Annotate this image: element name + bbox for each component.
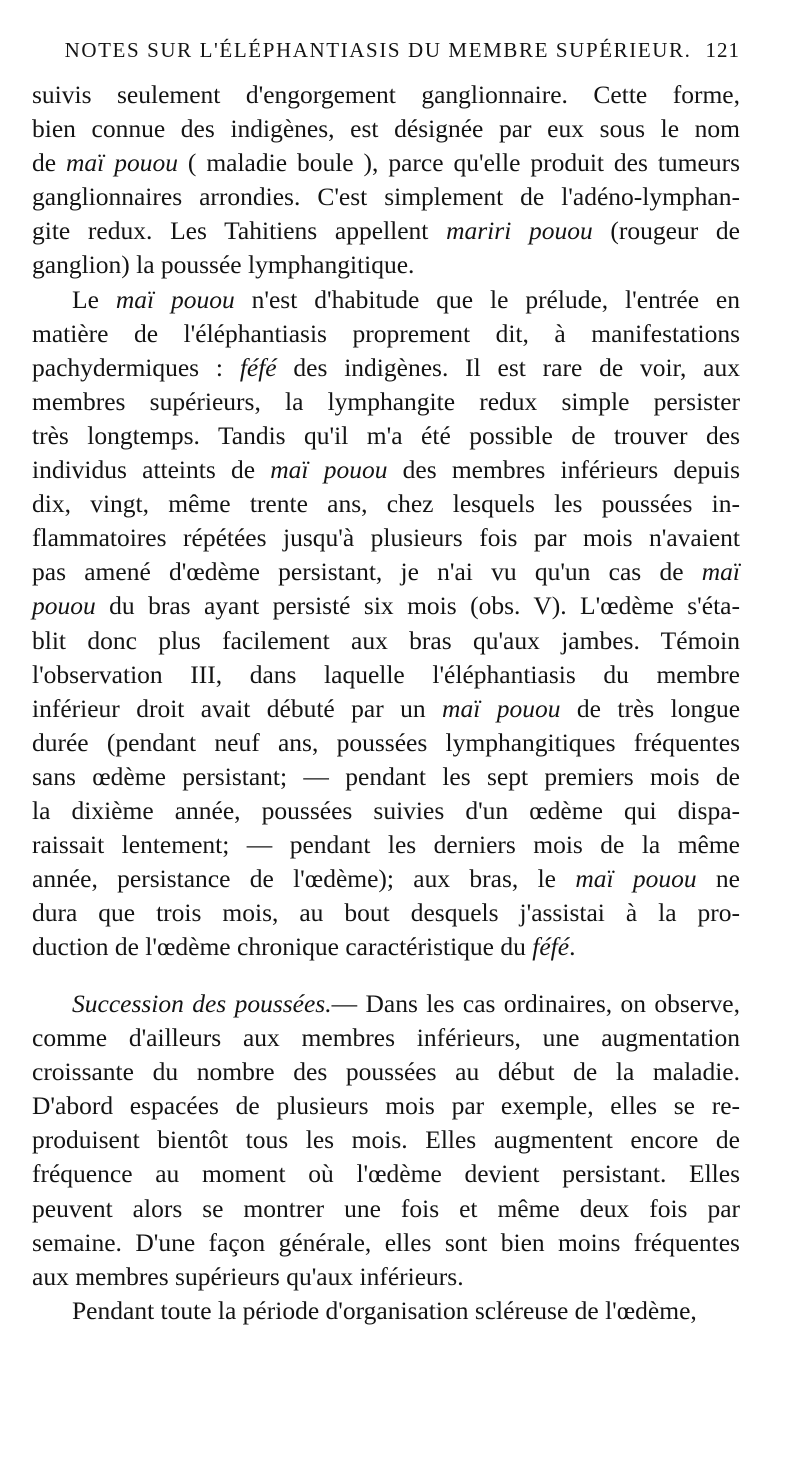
text-line [32,248,740,282]
italic-term: féfé [532,932,570,962]
text-line [32,419,740,453]
text-line [32,385,740,419]
text-run: . [569,932,576,962]
text-line [32,987,740,1021]
text-line [32,555,740,589]
text-run: des indigènes. Il est rare de voir, aux [276,352,740,382]
text-run: dix, vingt, même trente ans, chez lesquels les poussées in- [32,489,740,519]
text-line [32,658,740,692]
italic-term: maï pouou [115,284,235,314]
paragraph-block-1 [32,78,740,964]
text-run: matière de l'éléphantiasis proprement dit, à manifestations [32,318,740,348]
text-line [32,453,740,487]
italic-term: féfé [239,352,277,382]
text-line [32,1089,740,1123]
text-line [32,1157,740,1191]
text-line [32,692,740,726]
text-run: duction de l'œdème chronique caractéristique du [32,932,533,962]
text-run: des membres inférieurs depuis [387,455,740,485]
text-run: D'abord espacées de plusieurs mois par exemple, elles se re- [32,1091,740,1121]
text-line [32,726,740,760]
text-run: membres supérieurs, la lymphangite redux simple persister [32,386,740,416]
text-run: très longtemps. Tandis qu'il m'a été possible de trouver des [32,420,740,450]
paragraph-block-2 [32,987,740,1328]
text-run: individus atteints de [32,455,271,485]
text-run: ne [696,864,741,894]
text-run: de très longue [560,693,741,723]
text-run: semaine. D'une façon générale, elles sont bien moins fréquentes [32,1227,740,1257]
italic-term: Succession des poussées. [72,989,332,1018]
text-line [32,180,740,214]
text-line [32,1226,740,1260]
text-line [32,78,740,112]
running-header [30,38,740,63]
text-line [32,624,740,658]
text-run: ( maladie boule ), parce qu'elle produit des tumeurs [177,148,740,178]
text-run: durée (pendant neuf ans, poussées lymphangitiques fréquentes [32,727,740,757]
text-line [32,1192,740,1226]
page-number: 121 [705,38,740,62]
text-run: gite redux. Les Tahitiens appellent [32,216,447,246]
text-line [32,317,740,351]
italic-term: maï pouou [442,693,561,723]
text-line [32,794,740,828]
text-run: ganglionnaires arrondies. C'est simplement de l'adéno-lymphan- [32,182,740,212]
text-run: n'est d'habitude que le prélude, l'entrée en [234,284,740,314]
text-line [32,1123,740,1157]
text-run: (rougeur de [592,216,740,246]
text-run: comme d'ailleurs aux membres inférieurs, une augmentation [32,1023,740,1053]
running-title: NOTES SUR L'ÉLÉPHANTIASIS DU MEMBRE SUPÉRIEUR. [64,38,692,62]
italic-term: pouou [32,591,96,621]
italic-term: maï pouou [270,455,388,485]
text-run: fréquence au moment où l'œdème devient persistant. Elles [32,1159,740,1189]
text-run: inférieur droit avait débuté par un [32,693,443,723]
text-run: sans œdème persistant; — pendant les sept premiers mois de [32,761,740,791]
text-run: peuvent alors se montrer une fois et même deux fois par [32,1193,740,1223]
text-run: croissante du nombre des poussées au début de la maladie. [32,1057,740,1087]
text-run: pachydermiques : [32,352,240,382]
text-line [32,1055,740,1089]
italic-term: maï pouou [575,864,697,894]
text-run: blit donc plus facilement aux bras qu'aux jambes. Témoin [32,625,740,655]
text-run: la dixième année, poussées suivies d'un œdème qui dispa- [32,795,740,825]
text-line [32,589,740,623]
text-run: pas amené d'œdème persistant, je n'ai vu qu'un cas de [32,557,702,587]
text-run: produisent bientôt tous les mois. Elles augmentent encore de [32,1125,740,1155]
text-run: l'observation III, dans laquelle l'éléphantiasis du membre [32,659,740,689]
text-run: Pendant toute la période d'organisation scléreuse de l'œdème, [72,1295,697,1325]
text-line [32,214,740,248]
text-run: bien connue des indigènes, est désignée par eux sous le nom [32,114,740,144]
italic-term: maï [701,557,740,587]
text-line [32,487,740,521]
text-line [32,896,740,930]
text-run: du bras ayant persisté six mois (obs. V). L'œdème s'éta- [95,591,740,621]
text-line [32,112,740,146]
text-run: année, persistance de l'œdème); aux bras, le [32,864,576,894]
text-run: Le [72,284,116,314]
text-line [32,1021,740,1055]
text-run: suivis seulement d'engorgement ganglionnaire. Cette forme, [32,80,740,109]
text-line [32,760,740,794]
text-line [32,146,740,180]
text-line [32,1260,740,1294]
text-run: ganglion) la poussée lymphangitique. [32,250,415,280]
italic-term: mariri pouou [446,216,593,246]
text-run: flammatoires répétées jusqu'à plusieurs fois par mois n'avaient [32,523,740,553]
text-line [32,351,740,385]
text-line [32,930,740,964]
text-run: dura que trois mois, au bout desquels j'assistai à la pro- [32,898,740,928]
text-run: — Dans les cas ordinaires, on observe, [331,989,740,1018]
text-line [32,828,740,862]
text-line [32,862,740,896]
text-run: de [32,148,67,178]
text-line [32,283,740,317]
text-run: aux membres supérieurs qu'aux inférieurs. [32,1261,464,1291]
text-run: raissait lentement; — pendant les derniers mois de la même [32,830,740,860]
text-line [32,521,740,555]
italic-term: maï pouou [66,148,178,178]
text-line [32,1294,740,1328]
